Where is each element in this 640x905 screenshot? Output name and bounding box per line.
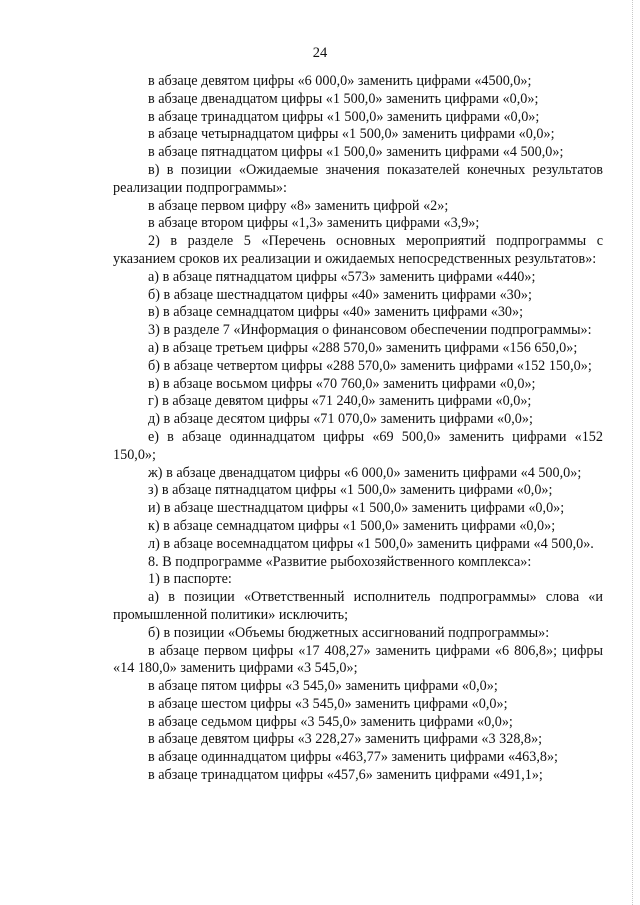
paragraph: в абзаце шестом цифры «3 545,0» заменить цифрами «0,0»; bbox=[148, 695, 508, 712]
scan-edge-line bbox=[632, 0, 633, 905]
paragraph: г) в абзаце девятом цифры «71 240,0» заменить цифрами «0,0»; bbox=[148, 393, 532, 410]
paragraph: в абзаце тринадцатом цифры «457,6» заменить цифрами «491,1»; bbox=[148, 767, 543, 784]
paragraph: в абзаце пятом цифры «3 545,0» заменить цифрами «0,0»; bbox=[148, 678, 498, 695]
paragraph: д) в абзаце десятом цифры «71 070,0» заменить цифрами «0,0»; bbox=[148, 411, 533, 428]
paragraph: 3) в разделе 7 «Информация о финансовом обеспечении подпрограммы»: bbox=[148, 322, 592, 339]
paragraph: в абзаце первом цифры «17 408,27» заменить цифрами «6 806,8»; цифры «14 180,0» заменить цифрами «3 545,0»; bbox=[113, 642, 603, 677]
paragraph: в абзаце пятнадцатом цифры «1 500,0» заменить цифрами «4 500,0»; bbox=[148, 144, 564, 161]
page-number: 24 bbox=[312, 45, 328, 61]
document-body bbox=[113, 73, 603, 785]
paragraph: в абзаце тринадцатом цифры «1 500,0» заменить цифрами «0,0»; bbox=[148, 108, 540, 125]
paragraph: в) в абзаце семнадцатом цифры «40» заменить цифрами «30»; bbox=[148, 304, 524, 321]
paragraph: в абзаце девятом цифры «6 000,0» заменить цифрами «4500,0»; bbox=[148, 73, 532, 89]
paragraph: в) в абзаце восьмом цифры «70 760,0» заменить цифрами «0,0»; bbox=[148, 375, 536, 392]
paragraph: в абзаце четырнадцатом цифры «1 500,0» заменить цифрами «0,0»; bbox=[148, 126, 555, 143]
paragraph: в абзаце втором цифры «1,3» заменить цифрами «3,9»; bbox=[148, 215, 480, 232]
paragraph: з) в абзаце пятнадцатом цифры «1 500,0» заменить цифрами «0,0»; bbox=[148, 482, 553, 499]
paragraph: в абзаце двенадцатом цифры «1 500,0» заменить цифрами «0,0»; bbox=[148, 90, 539, 107]
paragraph: е) в абзаце одиннадцатом цифры «69 500,0» заменить цифрами «152 150,0»; bbox=[113, 428, 603, 463]
paragraph: а) в позиции «Ответственный исполнитель подпрограммы» слова «и промышленной политики» исключить; bbox=[113, 589, 603, 623]
paragraph: л) в абзаце восемнадцатом цифры «1 500,0» заменить цифрами «4 500,0». bbox=[148, 535, 594, 552]
paragraph: ж) в абзаце двенадцатом цифры «6 000,0» заменить цифрами «4 500,0»; bbox=[148, 464, 582, 481]
paragraph: 2) в разделе 5 «Перечень основных мероприятий подпрограммы с указанием сроков их реализации и ожидаемых непосредственных результатов»: bbox=[113, 233, 603, 267]
paragraph: в абзаце одиннадцатом цифры «463,77» заменить цифрами «463,8»; bbox=[148, 749, 558, 766]
paragraph: к) в абзаце семнадцатом цифры «1 500,0» заменить цифрами «0,0»; bbox=[148, 517, 556, 534]
paragraph: б) в абзаце шестнадцатом цифры «40» заменить цифрами «30»; bbox=[148, 286, 532, 303]
paragraph: 1) в паспорте: bbox=[148, 571, 232, 588]
paragraph: а) в абзаце пятнадцатом цифры «573» заменить цифрами «440»; bbox=[148, 268, 536, 285]
paragraph: а) в абзаце третьем цифры «288 570,0» заменить цифрами «156 650,0»; bbox=[148, 339, 578, 356]
paragraph: 8. В подпрограмме «Развитие рыбохозяйственного комплекса»: bbox=[148, 553, 532, 570]
paragraph: б) в позиции «Объемы бюджетных ассигнований подпрограммы»: bbox=[148, 624, 550, 641]
paragraph: в) в позиции «Ожидаемые значения показателей конечных результатов реализации подпрограммы»: bbox=[113, 161, 603, 196]
paragraph: б) в абзаце четвертом цифры «288 570,0» заменить цифрами «152 150,0»; bbox=[148, 357, 592, 374]
paragraph: в абзаце девятом цифры «3 228,27» заменить цифрами «3 328,8»; bbox=[148, 731, 543, 748]
paragraph: в абзаце седьмом цифры «3 545,0» заменить цифрами «0,0»; bbox=[148, 713, 513, 730]
paragraph: и) в абзаце шестнадцатом цифры «1 500,0» заменить цифрами «0,0»; bbox=[148, 500, 565, 517]
paragraph: в абзаце первом цифру «8» заменить цифрой «2»; bbox=[148, 197, 449, 214]
